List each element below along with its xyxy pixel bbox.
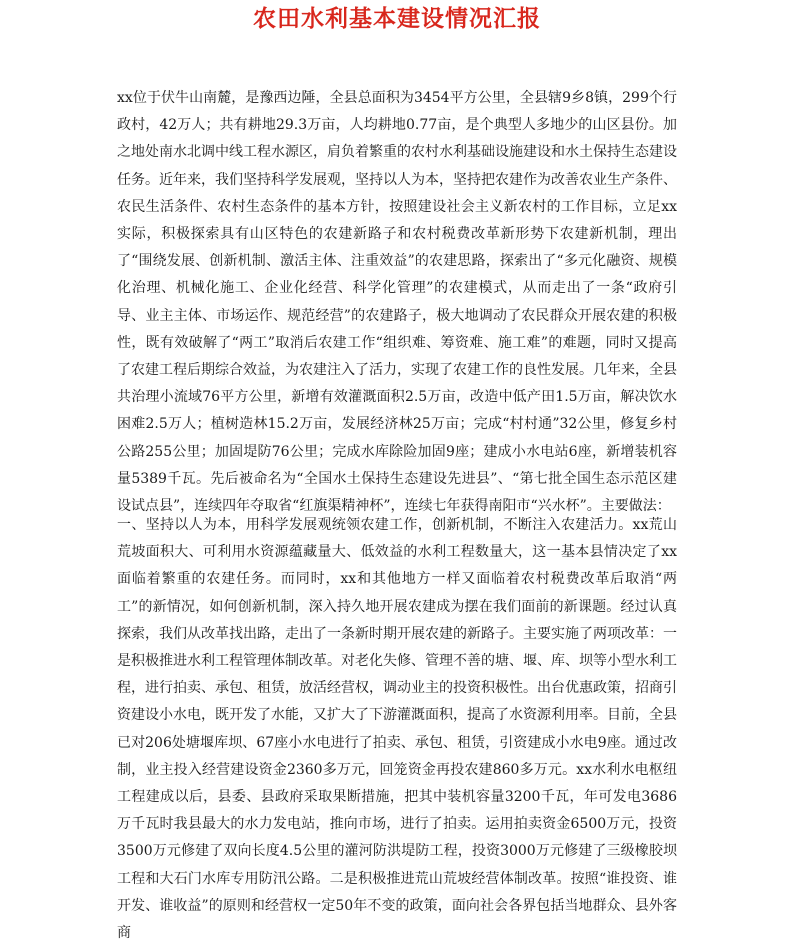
- paragraph-overview: xx位于伏牛山南麓，是豫西边陲，全县总面积为3454平方公里，全县辖9乡8镇，299个行政村，42万人；共有耕地29.3万亩，人均耕地0.77亩，是个典型人多地少的山区县份。加之地处南水北调中线工程水源区，肩负着繁重的农村水利基础设施建设和水土保持生态建设任务。近年来，我们坚持科学发展观，坚持以人为本，坚持把农建作为改善农业生产条件、农民生活条件、农村生态条件的基本方针，按照建设社会主义新农村的工作目标，立足xx实际，积极探索具有山区特色的农建新路子和农村税费改革新形势下农建新机制，理出了“围绕发展、创新机制、激活主体、注重效益”的农建思路，探索出了“多元化融资、规模化治理、机械化施工、企业化经营、科学化管理”的农建模式，从而走出了一条“政府引导、业主主体、市场运作、规范经营”的农建路子，极大地调动了农民群众开展农建的积极性，既有效破解了“两工”取消后农建工作“组织难、筹资难、施工难”的难题，同时又提高了农建工程后期综合效益，为农建注入了活力，实现了农建工作的良性发展。几年来，全县共治理小流域76平方公里，新增有效灌溉面积2.5万亩，改造中低产田1.5万亩，解决饮水困难2.5万人；植树造林15.2万亩，发展经济林25万亩；完成“村村通”32公里，修复乡村公路255公里；加固堤防76公里；完成水库除险加固9座；建成小水电站6座，新增装机容量5389千瓦。先后被命名为“全国水土保持生态建设先进县”、“第七批全国生态示范区建设试点县”，连续四年夺取省“红旗渠精神杯”，连续七年获得南阳市“兴水杯”。主要做法：: [117, 90, 677, 515]
- paragraph-section-one: 一、坚持以人为本，用科学发展观统领农建工作，创新机制，不断注入农建活力。xx荒山荒坡面积大、可利用水资源蕴藏量大、低效益的水利工程数量大，这一基本县情决定了xx面临着繁重的农建任务。而同时，xx和其他地方一样又面临着农村税费改革后取消“两工”的新情况，如何创新机制，深入持久地开展农建成为摆在我们面前的新课题。经过认真探索，我们从改革找出路，走出了一条新时期开展农建的新路子。主要实施了两项改革：一是积极推进水利工程管理体制改革。对老化失修、管理不善的塘、堰、库、坝等小型水利工程，进行拍卖、承包、租赁，放活经营权，调动业主的投资积极性。出台优惠政策，招商引资建设小水电，既开发了水能，又扩大了下游灌溉面积，提高了水资源利用率。目前，全县已对206处塘堰库坝、67座小水电进行了拍卖、承包、租赁，引资建成小水电9座。通过改制，业主投入经营建设资金2360多万元，回笼资金再投农建860多万元。xx水利水电枢纽工程建成以后，县委、县政府采取果断措施，把其中装机容量3200千瓦，年可发电3686万千瓦时我县最大的水力发电站，推向市场，进行了拍卖。运用拍卖资金6500万元，投资3500万元修建了双向长度4.5公里的灌河防洪堤防工程，投资3000万元修建了三级橡胶坝工程和大石门水库专用防汛公路。二是积极推进荒山荒坡经营体制改革。按照“谁投资、谁开发、谁收益”的原则和经营权一定50年不变的政策，面向社会各界包括当地群众、县外客商: [117, 517, 677, 942]
- document-title: 农田水利基本建设情况汇报: [253, 6, 541, 32]
